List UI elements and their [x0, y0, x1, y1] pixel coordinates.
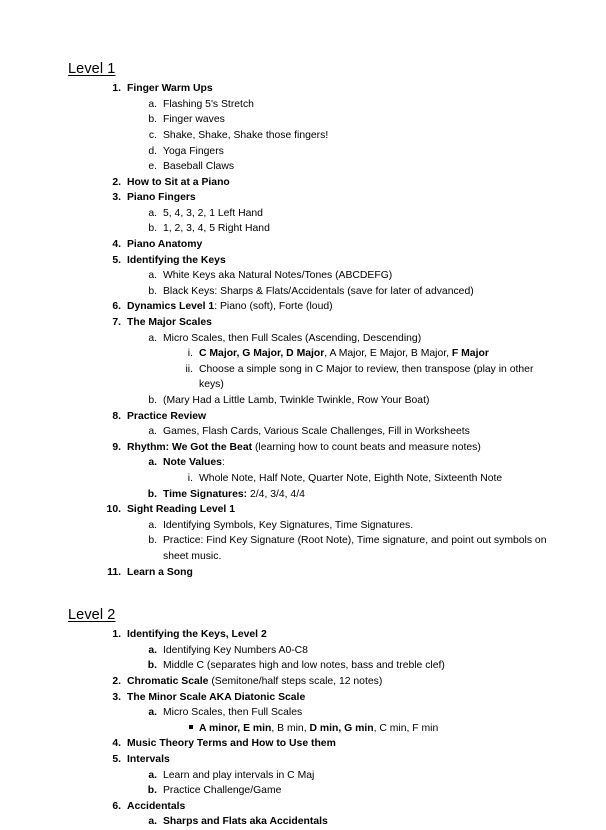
outline-item-text	[127, 674, 556, 690]
outline-item-text	[127, 253, 556, 269]
outline-item-text	[127, 736, 556, 752]
list-marker: e.	[148, 161, 157, 173]
outline-item	[68, 565, 556, 581]
section-heading: Level 1	[68, 61, 116, 77]
text-run: The Minor Scale AKA Diatonic Scale	[127, 691, 306, 703]
list-marker: b.	[148, 535, 157, 547]
list-marker: a.	[148, 816, 157, 828]
list-marker: a.	[148, 207, 157, 219]
outline-item	[68, 471, 556, 487]
square-bullet-icon	[159, 721, 199, 737]
list-marker: 11.	[107, 566, 121, 578]
outline-item-text	[127, 690, 556, 706]
list-marker: a.	[148, 332, 157, 344]
outline-item-text	[163, 268, 556, 284]
text-run: Chromatic Scale	[127, 676, 209, 688]
text-run: White Keys aka Natural Notes/Tones (ABCDEFG)	[163, 270, 393, 282]
outline-item	[68, 487, 556, 503]
list-marker: 5.	[112, 754, 121, 765]
list-marker: i.	[187, 472, 193, 484]
text-run: , C min, F min	[373, 722, 439, 734]
list-marker: b.	[148, 223, 157, 235]
text-run: Choose a simple song in C Major to review, then transpose (play in other keys)	[199, 363, 534, 391]
outline-item-text	[163, 643, 556, 659]
outline-item-text	[163, 331, 556, 347]
outline-item-text	[163, 533, 556, 564]
outline-item-text	[163, 284, 556, 300]
text-run: The Major Scales	[127, 317, 212, 329]
outline-item	[68, 237, 556, 253]
outline-item-text	[127, 409, 556, 425]
list-marker: 1.	[112, 629, 121, 641]
list-marker: 4.	[112, 239, 121, 251]
text-run: Learn a Song	[127, 566, 193, 578]
outline-item	[68, 315, 556, 331]
outline-item-text	[199, 346, 556, 362]
text-run: Sharps and Flats aka Accidentals	[163, 816, 328, 828]
outline-item	[68, 97, 556, 113]
text-run: , B min,	[271, 722, 310, 734]
outline-item-text	[127, 315, 556, 331]
outline-item-text	[163, 112, 556, 128]
list-marker: 5.	[112, 254, 121, 266]
outline-item	[68, 533, 556, 564]
outline-item	[68, 814, 556, 830]
outline-item-text	[163, 393, 556, 409]
text-run: C Major, G Major, D Major	[199, 348, 325, 360]
outline-item	[68, 128, 556, 144]
outline-item	[68, 409, 556, 425]
list-marker: b.	[148, 395, 157, 406]
text-run: :	[221, 457, 225, 469]
list-marker: i.	[187, 348, 193, 360]
outline-item	[68, 440, 556, 456]
outline-item	[68, 144, 556, 160]
outline-item-text	[163, 768, 556, 784]
outline-item-text	[127, 502, 556, 518]
outline-item	[68, 284, 556, 300]
outline-item	[68, 455, 556, 471]
text-run: 2/4, 3/4, 4/4	[247, 488, 305, 500]
list-marker: b.	[147, 660, 157, 672]
text-run: (learning how to count beats and measure notes)	[252, 441, 481, 453]
outline-item-text	[127, 237, 556, 253]
outline-item-text	[163, 518, 556, 534]
outline-item	[68, 221, 556, 237]
text-run: How to Sit at a Piano	[127, 176, 230, 188]
list-marker: b.	[148, 114, 157, 126]
text-run: 5, 4, 3, 2, 1 Left Hand	[163, 207, 263, 219]
section-heading-row	[68, 606, 556, 627]
outline-item	[68, 81, 556, 97]
text-run: Dynamics Level 1	[127, 301, 215, 313]
outline-item	[68, 393, 556, 409]
text-run: Games, Flash Cards, Various Scale Challenges, Fill in Worksheets	[163, 426, 470, 438]
outline-list	[68, 81, 556, 580]
outline-item	[68, 346, 556, 362]
text-run: Music Theory Terms and How to Use them	[127, 738, 336, 750]
text-run: Baseball Claws	[163, 161, 235, 173]
text-run: Rhythm: We Got the Beat	[127, 441, 253, 453]
outline-item-text	[163, 221, 556, 237]
list-marker: a.	[148, 98, 157, 110]
text-run: Practice Challenge/Game	[163, 785, 282, 797]
list-marker: b.	[147, 488, 157, 500]
list-marker: 3.	[112, 691, 121, 703]
text-run: Identifying Key Numbers A0-C8	[163, 644, 308, 656]
outline-item	[68, 362, 556, 393]
list-marker: 2.	[112, 176, 121, 188]
section-heading-row	[68, 60, 556, 81]
outline-item-text	[127, 752, 556, 768]
outline-body	[68, 60, 556, 830]
text-run: , A Major, E Major, B Major,	[324, 348, 452, 360]
text-run: Micro Scales, then Full Scales	[163, 707, 303, 719]
outline-item-text	[127, 81, 556, 97]
outline-item	[68, 502, 556, 518]
list-marker: 6.	[112, 301, 121, 313]
text-run: Identifying the Keys, Level 2	[127, 629, 267, 641]
text-run: Micro Scales, then Full Scales (Ascending, Descending)	[163, 332, 422, 344]
text-run: Shake, Shake, Shake those fingers!	[163, 129, 329, 141]
list-marker: 7.	[112, 317, 121, 329]
outline-item	[68, 518, 556, 534]
list-marker: 4.	[112, 738, 121, 750]
text-run: Accidentals	[127, 800, 186, 812]
outline-item-text	[127, 175, 556, 191]
outline-item	[68, 705, 556, 721]
text-run: Yoga Fingers	[163, 145, 224, 157]
outline-item-text	[163, 814, 556, 830]
outline-item-text	[127, 299, 556, 315]
list-marker: 2.	[112, 676, 121, 688]
text-run: (Mary Had a Little Lamb, Twinkle Twinkle, Row Your Boat)	[163, 395, 430, 406]
text-run: Middle C (separates high and low notes, bass and treble clef)	[163, 660, 445, 672]
outline-item-text	[163, 128, 556, 144]
text-run: Practice: Find Key Signature (Root Note), Time signature, and point out symbols on sheet music.	[163, 535, 547, 562]
outline-item	[68, 206, 556, 222]
list-marker: a.	[148, 270, 157, 282]
text-run: Practice Review	[127, 410, 207, 422]
outline-item-text	[163, 487, 556, 503]
text-run: Identifying Symbols, Key Signatures, Time Signatures.	[163, 519, 414, 531]
list-marker: a.	[148, 426, 157, 438]
outline-item-text	[163, 455, 556, 471]
outline-item	[68, 736, 556, 752]
outline-item	[68, 783, 556, 799]
outline-item-text	[163, 658, 556, 674]
outline-item	[68, 299, 556, 315]
list-marker: a.	[148, 457, 157, 469]
text-run: A minor, E min	[199, 722, 272, 734]
outline-item	[68, 752, 556, 768]
text-run: Finger Warm Ups	[127, 83, 213, 95]
outline-item-text	[163, 424, 556, 440]
text-run: Identifying the Keys	[127, 254, 226, 266]
outline-item-text	[163, 159, 556, 175]
text-run: Piano Anatomy	[127, 239, 203, 251]
list-marker: 3.	[112, 192, 121, 204]
outline-item-text	[163, 144, 556, 160]
list-marker: b.	[148, 285, 157, 297]
text-run: Whole Note, Half Note, Quarter Note, Eighth Note, Sixteenth Note	[199, 472, 503, 484]
outline-item	[68, 175, 556, 191]
list-marker: a.	[148, 519, 157, 531]
list-marker: 8.	[112, 410, 121, 422]
outline-item-text	[163, 97, 556, 113]
list-marker: a.	[148, 644, 157, 656]
outline-list	[68, 627, 556, 830]
outline-item	[68, 112, 556, 128]
outline-item	[68, 424, 556, 440]
outline-item-text	[127, 190, 556, 206]
list-marker: b.	[147, 785, 157, 797]
section-heading: Level 2	[68, 607, 116, 624]
outline-item	[68, 768, 556, 784]
outline-item	[68, 690, 556, 706]
outline-item-text	[127, 565, 556, 581]
list-marker: 9.	[112, 441, 121, 453]
outline-item	[68, 627, 556, 643]
text-run: Black Keys: Sharps & Flats/Accidentals (save for later of advanced)	[163, 285, 474, 297]
list-marker: 1.	[112, 83, 121, 95]
outline-item-text	[199, 721, 556, 737]
list-marker: 6.	[112, 800, 121, 812]
list-marker: a.	[148, 707, 157, 719]
outline-item	[68, 253, 556, 269]
list-marker: ii.	[185, 363, 193, 375]
outline-item-text	[163, 783, 556, 799]
text-run: Learn and play intervals in C Maj	[163, 769, 315, 781]
outline-item	[68, 643, 556, 659]
outline-item-text	[163, 705, 556, 721]
text-run: F Major	[451, 348, 489, 360]
text-run: Intervals	[127, 754, 170, 765]
text-run: D min, G min	[309, 722, 374, 734]
list-marker: a.	[148, 769, 157, 781]
text-run: Time Signatures:	[163, 488, 248, 500]
outline-item	[68, 268, 556, 284]
outline-item-text	[127, 440, 556, 456]
text-run: 1, 2, 3, 4, 5 Right Hand	[163, 223, 270, 235]
text-run: Flashing 5's Stretch	[163, 98, 254, 110]
outline-section	[68, 606, 556, 830]
text-run: (Semitone/half steps scale, 12 notes)	[208, 676, 383, 688]
outline-item	[68, 674, 556, 690]
outline-item	[68, 190, 556, 206]
outline-item	[68, 331, 556, 347]
outline-item	[68, 721, 556, 737]
outline-item-text	[199, 362, 556, 393]
text-run: Note Values	[163, 457, 222, 469]
outline-item-text	[127, 799, 556, 815]
outline-item	[68, 799, 556, 815]
outline-item-text	[127, 627, 556, 643]
text-run: Sight Reading Level 1	[127, 504, 235, 516]
outline-item	[68, 159, 556, 175]
outline-item-text	[199, 471, 556, 487]
text-run: : Piano (soft), Forte (loud)	[214, 301, 333, 313]
text-run: Piano Fingers	[127, 192, 196, 204]
text-run: Finger waves	[163, 114, 225, 126]
list-marker: 10.	[106, 504, 121, 516]
list-marker: d.	[148, 145, 157, 157]
outline-item	[68, 658, 556, 674]
list-marker: c.	[148, 129, 157, 141]
outline-item-text	[163, 206, 556, 222]
outline-section	[68, 60, 556, 580]
square-bullet-glyph	[189, 725, 193, 729]
